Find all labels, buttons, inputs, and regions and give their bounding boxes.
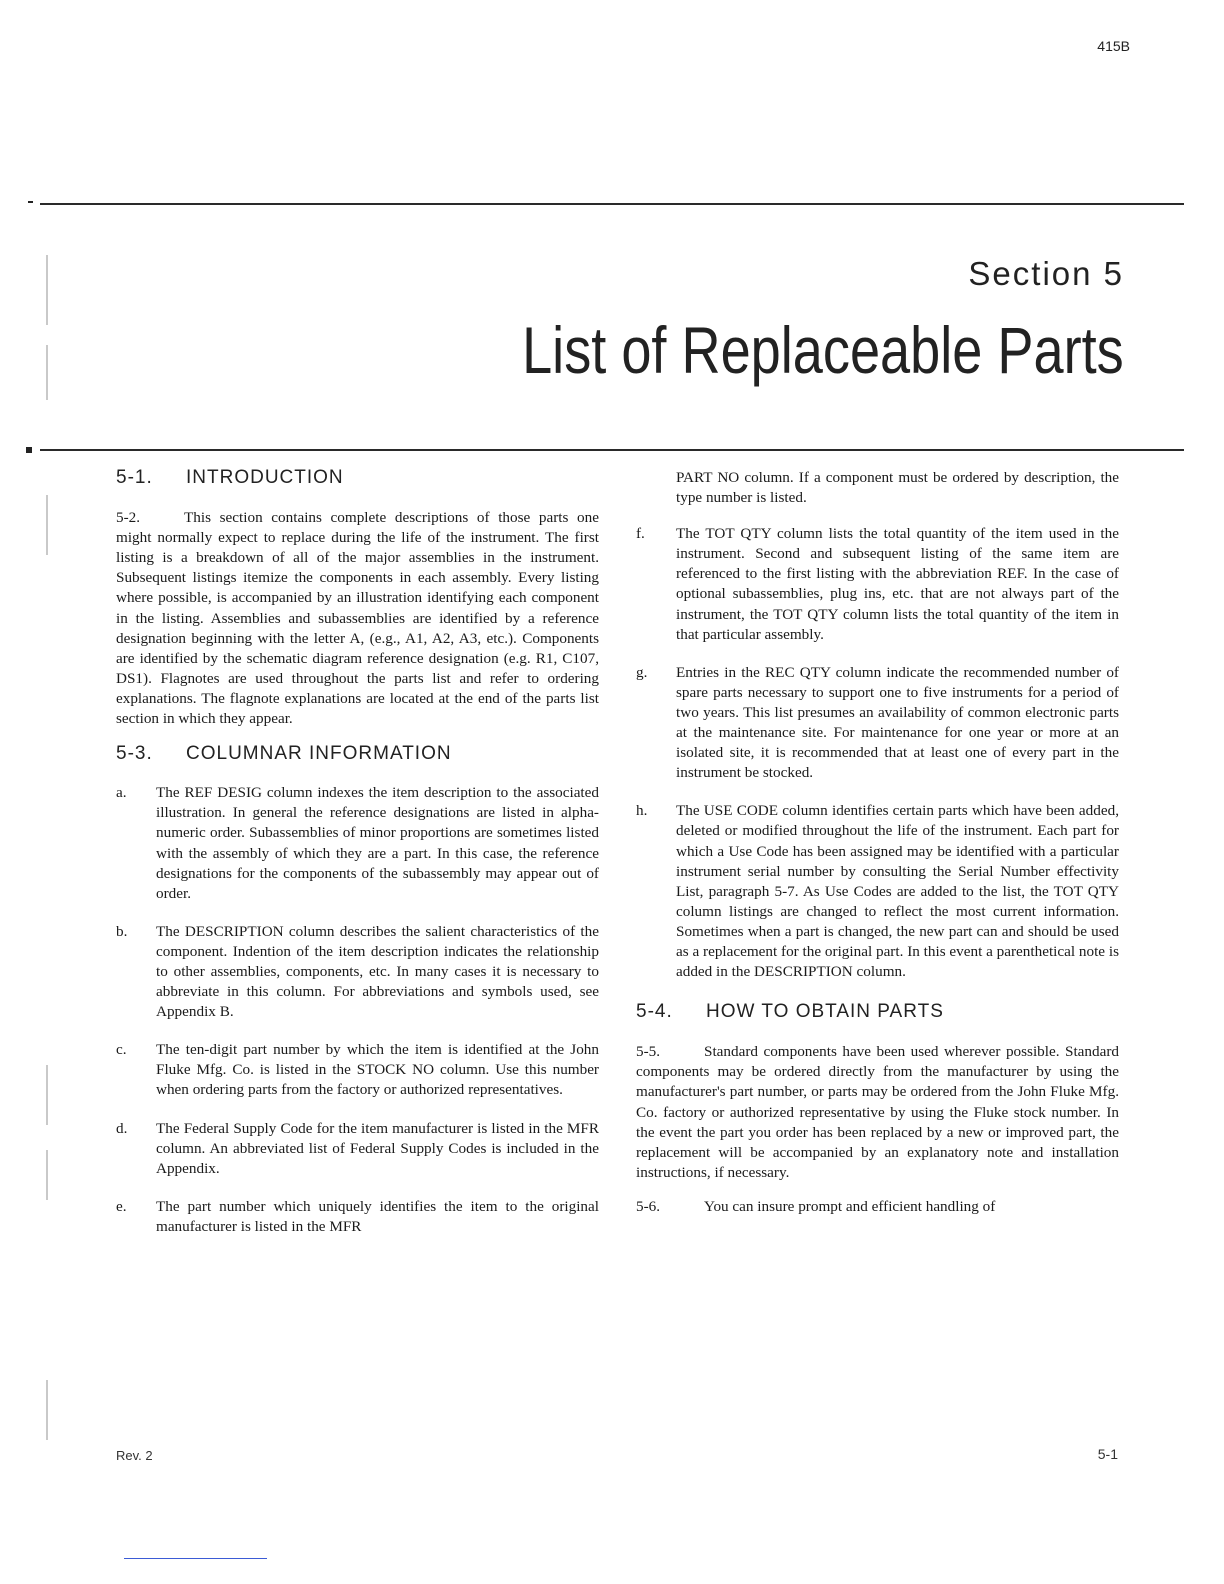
heading-number: 5-3. xyxy=(116,743,153,765)
item-text: The USE CODE column identifies certain parts which have been added, deleted or modified throughout the life of the instrument. Each part for which a Use Code has been assigned may be identified with a particular instrument serial number by consulting the Serial Number effectivity List, paragraph 5-7. As Use Codes are added to the list, the TOT QTY column listings are changed to reflect the most current information. Sometimes when a part is changed, the new part can and should be used as a replacement for the original part. In this event a parenthetical note is added in the DESCRIPTION column. xyxy=(676,802,1119,981)
paragraph-text: Standard components have been used wherever possible. Standard components may be ordered directly from the manufacturer by using the manufacturer's part number, or parts may be ordered from the John Fluke Mfg. Co. factory or authorized representative by using the Fluke stock number. In the event the part you order has been replaced by a new or improved part, the replacement will be accompanied by an explanatory note and installation instructions, if necessary. xyxy=(636,1043,1119,1181)
list-item-c xyxy=(116,1040,599,1100)
item-letter: g. xyxy=(636,663,648,681)
paragraph-text: You can insure prompt and efficient handling of xyxy=(704,1197,996,1215)
header-rule-bottom xyxy=(40,449,1184,451)
item-letter: h. xyxy=(636,802,648,820)
left-column xyxy=(116,468,599,1237)
heading-number: 5-1. xyxy=(116,467,153,488)
heading-columnar-information xyxy=(116,744,599,764)
item-text: Entries in the REC QTY column indicate the recommended number of spare parts necessary to support one to five instruments for a period of two years. This list presumes an availability of common electronic parts at the maintenance site. For maintenance for one year or more at an isolated site, it is recommended that at least one of every part in the instrument be stocked. xyxy=(676,663,1119,782)
item-text: PART NO column. If a component must be ordered by description, the type number is listed. xyxy=(676,469,1119,507)
heading-title: INTRODUCTION xyxy=(186,467,344,488)
section-title: List of Replaceable Parts xyxy=(522,313,1124,387)
item-text: The part number which uniquely identifies the item to the original manufacturer is listed in the MFR xyxy=(156,1197,599,1235)
paragraph-number: 5-6. xyxy=(636,1197,661,1215)
item-letter: c. xyxy=(116,1041,127,1059)
list-item-e-continued xyxy=(636,468,1119,508)
revision-label: Rev. 2 xyxy=(116,1448,153,1463)
margin-mark xyxy=(26,447,32,453)
paragraph-5-2 xyxy=(116,508,599,729)
paragraph-text: This section contains complete descriptions of those parts one might normally expect to replace during the life of the instrument. The first listing is a breakdown of all of the major assemblies in the instrument. Subsequent listings itemize the components in each assembly. Every listing where possible, is accompanied by an illustration identifying each component in the listing. Assemblies and subassemblies are identified by a reference designation beginning with the letter A, (e.g., A1, A2, A3, etc.). Components are identified by the schematic diagram reference designation (e.g. R1, C107, DS1). Flagnotes are used throughout the parts list and refer to ordering explanations. The flagnote explanations are located at the end of the parts list section in which they appear. xyxy=(116,509,599,728)
margin-mark xyxy=(28,201,33,203)
paragraph-5-6 xyxy=(636,1197,1119,1217)
paragraph-number: 5-5. xyxy=(636,1043,661,1061)
item-letter: e. xyxy=(116,1197,127,1215)
heading-how-to-obtain-parts xyxy=(636,1002,1119,1022)
page-number: 5-1 xyxy=(1097,1446,1118,1462)
item-text: The ten-digit part number by which the item is identified at the John Fluke Mfg. Co. is listed in the STOCK NO column. Use this number when ordering parts from the factory or authorized representatives. xyxy=(156,1041,599,1099)
bottom-link-line xyxy=(124,1558,267,1559)
right-column xyxy=(636,468,1119,1217)
heading-number: 5-4. xyxy=(636,1001,673,1023)
heading-introduction xyxy=(116,468,599,488)
header-rule-top xyxy=(40,203,1184,205)
paragraph-5-5 xyxy=(636,1042,1119,1183)
item-text: The TOT QTY column lists the total quantity of the item used in the instrument. Second and subsequent listing of the same item are referenced to the first listing with the abbreviation REF. In the case of optional subassemblies, plug ins, etc. that are not always part of the instrument, the TOT QTY column lists the total quantity of the item in that particular assembly. xyxy=(676,525,1119,643)
list-item-e xyxy=(116,1197,599,1237)
heading-title: COLUMNAR INFORMATION xyxy=(186,743,452,765)
item-text: The REF DESIG column indexes the item description to the associated illustration. In general the reference designations are listed in alpha-numeric order. Subassemblies of minor proportions are sometimes listed with the assembly of which they are a part. In this case, the reference designations for the components of the subassembly may appear out of order. xyxy=(156,784,599,902)
list-item-f xyxy=(636,524,1119,645)
item-text: The DESCRIPTION column describes the salient characteristics of the component. Indention of the item description indicates the relationship to other assemblies, components, etc. In many cases it is necessary to abbreviate in this column. For abbreviations and symbols used, see Appendix B. xyxy=(156,922,599,1021)
heading-title: HOW TO OBTAIN PARTS xyxy=(706,1001,944,1023)
item-text: The Federal Supply Code for the item manufacturer is listed in the MFR column. An abbreviated list of Federal Supply Codes is included in the Appendix. xyxy=(156,1119,599,1177)
list-item-b xyxy=(116,922,599,1022)
item-letter: b. xyxy=(116,922,128,940)
paragraph-number: 5-2. xyxy=(116,509,141,527)
list-item-g xyxy=(636,663,1119,784)
item-letter: a. xyxy=(116,784,127,802)
list-item-d xyxy=(116,1119,599,1179)
item-letter: d. xyxy=(116,1119,128,1137)
section-label: Section 5 xyxy=(968,255,1124,292)
model-number: 415B xyxy=(1097,38,1130,54)
list-item-a xyxy=(116,783,599,904)
item-letter: f. xyxy=(636,525,645,543)
list-item-h xyxy=(636,801,1119,982)
